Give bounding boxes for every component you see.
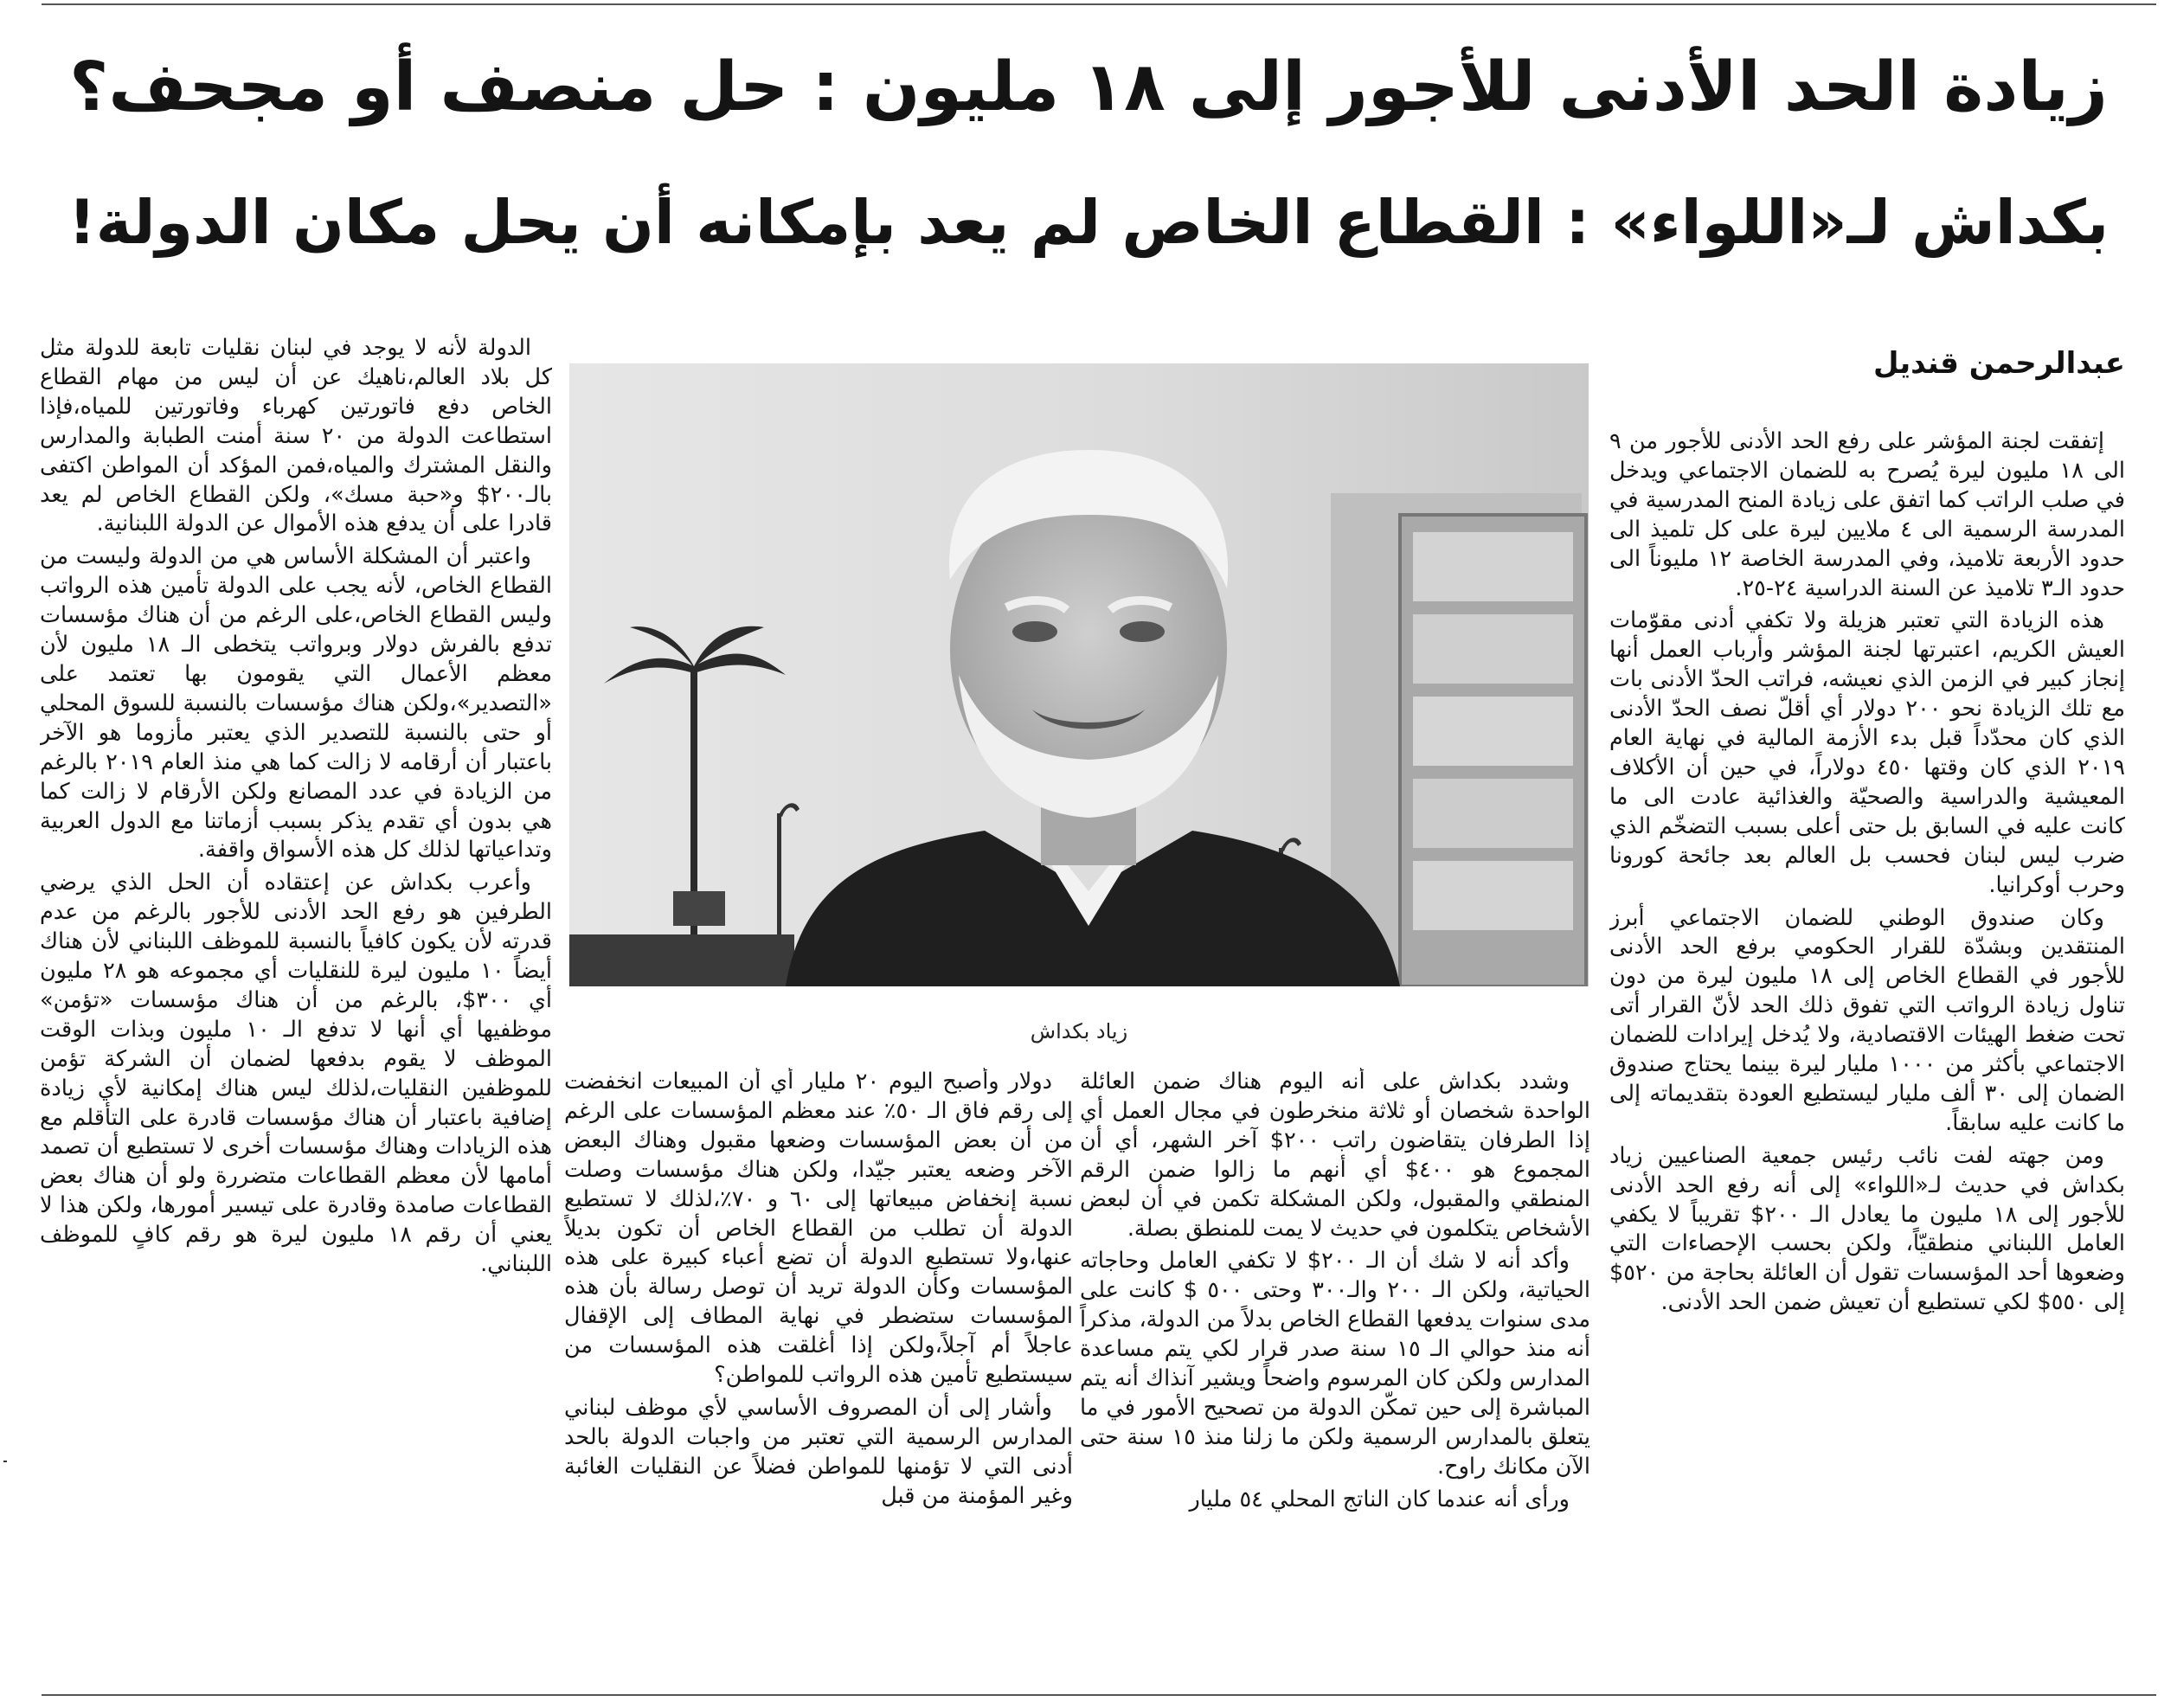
margin-tick [3, 1461, 7, 1462]
portrait-photo-illustration [569, 363, 1589, 986]
framed-banknotes-decor [1331, 493, 1586, 986]
paragraph: وأكد أنه لا شك أن الـ ٢٠٠$ لا تكفي العامل وحاجاته الحياتية، ولكن الـ ٢٠٠ والـ٣٠٠ وحتى ٥٠٠ $ كانت على مدى سنوات يدفعها القطاع الخاص بدلاً من الدولة، مذكراً أنه منذ حوالي الـ ١٥ سنة صدر قرار لكي يتم مساعدة المدارس ولكن كان المرسوم واضحاً ويشير آنذاك أنه يتم المباشرة إلى حين تمكّن الدولة من تصحيح الأمور في ما يتعلق بالمدارس الرسمية ولكن ما زلنا منذ ١٥ سنة حتى الآن مكانك راوح. [1080, 1248, 1590, 1480]
top-rule [42, 3, 2156, 5]
byline-author: عبدالرحمن قنديل [1873, 346, 2125, 381]
article-photo [569, 363, 1589, 986]
article-column-left [40, 334, 552, 1686]
paragraph: الدولة لأنه لا يوجد في لبنان نقليات تابعة للدولة مثل كل بلاد العالم،ناهيك عن أن ليس من مهام القطاع الخاص دفع فاتورتين كهرباء وفاتورتين للمياه،فإذا استطاعت الدولة من ٢٠ سنة أمنت الطبابة والمدارس والنقل المشترك والمياه،فمن المؤكد أن المواطن اكتفى بالـ٢٠٠$ و«حبة مسك»، ولكن القطاع الخاص لم يعد قادرا على أن يدفع هذه الأموال عن الدولة اللبنانية. [40, 335, 552, 537]
article-column-right [1609, 427, 2125, 1686]
paragraph: وأشار إلى أن المصروف الأساسي لأي موظف لبناني المدارس الرسمية التي تعتبر من واجبات الدولة بالحد أدنى التي لا تؤمنها للمواطن فضلاً عن النقليات الغائبة وغير المؤمنة من قبل [564, 1394, 1073, 1509]
paragraph: واعتبر أن المشكلة الأساس هي من الدولة وليست من القطاع الخاص، لأنه يجب على الدولة تأمين هذه الرواتب وليس القطاع الخاص،على الرغم من أن هناك مؤسسات تدفع بالفرش دولار وبرواتب يتخطى الـ ١٨ مليون لأن معظم الأعمال التي يقومون بها تعتمد على «التصدير»،ولكن هناك مؤسسات بالنسبة للسوق المحلي أو حتى بالنسبة للتصدير الذي يعتبر مأزوما هو الآخر باعتبار أن أرقامه لا زالت كما هي منذ العام ٢٠١٩ بالرغم من الزيادة في عدد المصانع ولكن الأرقام لا زالت كما هي بدون أي تقدم يذكر بسبب أزماتنا مع الدول العربية وتداعياتها لذلك كل هذه الأسواق واقفة. [40, 543, 552, 864]
photo-caption: زياد بكداش [1030, 1019, 1128, 1043]
paragraph: دولار وأصبح اليوم ٢٠ مليار أي أن المبيعات انخفضت إلى رقم فاق الـ ٥٠٪ عند معظم المؤسسات على الرغم من أن بعض المؤسسات وضعها مقبول وهناك البعض الآخر وضعه يعتبر جيّدا، ولكن هناك مؤسسات وصلت نسبة إنخفاض مبيعاتها إلى ٦٠ و ٧٠٪،لذلك لا تستطيع الدولة أن تطلب من القطاع الخاص أن تكون بديلاً عنها،ولا تستطيع الدولة أن تضع أعباء كبيرة على هذه المؤسسات وكأن الدولة تريد أن توصل رسالة بأن هذه المؤسسات ستضطر في نهاية المطاف إلى الإقفال عاجلاً أم آجلاً،ولكن إذا أغلقت هذه المؤسسات من سيستطيع تأمين هذه الرواتب للمواطن؟ [564, 1069, 1073, 1389]
paragraph: ومن جهته لفت نائب رئيس جمعية الصناعيين زياد بكداش في حديث لـ«اللواء» إلى أنه رفع الحد الأدنى للأجور إلى ١٨ مليون ما يعادل الـ ٢٠٠$ تقريباً لا يكفي العامل اللبناني منطقيّاً، ولكن بحسب الإحصاءات التي وضعوها أحد المؤسسات تقول أن العائلة بحاجة من ٥٢٠$ إلى ٥٥٠$ لكي تستطيع أن تعيش ضمن الحد الأدنى. [1609, 1142, 2125, 1316]
paragraph: هذه الزيادة التي تعتبر هزيلة ولا تكفي أدنى مقوّمات العيش الكريم، اعتبرتها لجنة المؤشر وأرباب العمل أنها إنجاز كبير في الزمن الذي نعيشه، فراتب الحدّ الأدنى بات مع تلك الزيادة نحو ٢٠٠ دولار أي أقلّ نصف الحدّ الأدنى الذي كان محدّداً قبل بدء الأزمة المالية في نهاية العام ٢٠١٩ الذي كان وقتها ٤٥٠ دولاراً، في حين أن الأكلاف المعيشية والدراسية والصحيّة والغذائية عادت الى ما كانت عليه في السابق بل حتى أعلى بسبب التضخّم الذي ضرب ليس لبنان فحسب بل العالم بعد جائحة كورونا وحرب أوكرانيا. [1609, 607, 2125, 898]
paragraph: وكان صندوق الوطني للضمان الاجتماعي أبرز المنتقدين وبشدّة للقرار الحكومي برفع الحد الأدنى للأجور في القطاع الخاص إلى ١٨ مليون ليرة من دون تناول زيادة الرواتب التي تفوق ذلك الحد لأنّ القرار أتى تحت ضغط الهيئات الاقتصادية، ولا يُدخل إيرادات للضمان الاجتماعي بأكثر من ١٠٠٠ مليار ليرة بينما يحتاج صندوق الضمان إلى ٣٠ ألف مليار ليستطيع العودة بتقديماته إلى ما كانت عليه سابقاً. [1609, 904, 2125, 1136]
headline-secondary: بكداش لـ«اللواء» : القطاع الخاص لم يعد بإمكانه أن يحل مكان الدولة! [67, 187, 2110, 258]
article-column-middle-left [564, 1068, 1073, 1686]
paragraph: وشدد بكداش على أنه اليوم هناك ضمن العائلة الواحدة شخصان أو ثلاثة منخرطون في مجال العمل أي إذا الطرفان يتقاضون راتب ٢٠٠$ آخر الشهر، أي أن المجموع هو ٤٠٠$ أي أنهم ما زالوا ضمن الرقم المنطقي والمقبول، ولكن المشكلة تكمن في أن لبعض الأشخاص يتكلمون في حديث لا يمت للمنطق بصلة. [1080, 1069, 1590, 1242]
paragraph: وأعرب بكداش عن إعتقاده أن الحل الذي يرضي الطرفين هو رفع الحد الأدنى للأجور بالرغم من عدم قدرته لأن يكون كافياً بالنسبة للموظف اللبناني لأن هناك أيضاً ١٠ مليون ليرة للنقليات أي مجموعه هو ٢٨ مليون أي ٣٠٠$، بالرغم من أن هناك مؤسسات «تؤمن» موظفيها أي أنها لا تدفع الـ ١٠ مليون وبذات الوقت الموظف لا يقوم بدفعها لضمان أن الشركة تؤمن للموظفين النقليات،لذلك ليس هناك إمكانية لأي زيادة إضافية باعتبار أن هناك مؤسسات قادرة على التأقلم مع هذه الزيادات وهناك مؤسسات أخرى لا تستطيع أن تصمد أمامها لأن معظم القطاعات متضررة ولو أن هناك بعض القطاعات صامدة وقادرة على تيسير أمورها، ولكن هذا لا يعني أن رقم ١٨ مليون ليرة هو رقم كافٍ للموظف اللبناني. [40, 870, 552, 1278]
article-column-middle-right [1080, 1068, 1590, 1686]
bottom-rule [42, 1694, 2156, 1696]
paragraph: ورأى أنه عندما كان الناتج المحلي ٥٤ مليار [1189, 1486, 1570, 1512]
headline-main: زيادة الحد الأدنى للأجور إلى ١٨ مليون : حل منصف أو مجحف؟ [69, 48, 2108, 126]
paragraph: إتفقت لجنة المؤشر على رفع الحد الأدنى للأجور من ٩ الى ١٨ مليون ليرة يُصرح به للضمان الاجتماعي ويدخل في صلب الراتب كما اتفق على زيادة المنح المدرسية في المدرسة الرسمية الى ٤ ملايين ليرة على كل تلميذ الى حدود الأربعة تلاميذ، وفي المدرسة الخاصة ١٢ مليوناً الى حدود الـ٣ تلاميذ عن السنة الدراسية ٢٤-٢٥. [1609, 428, 2125, 601]
